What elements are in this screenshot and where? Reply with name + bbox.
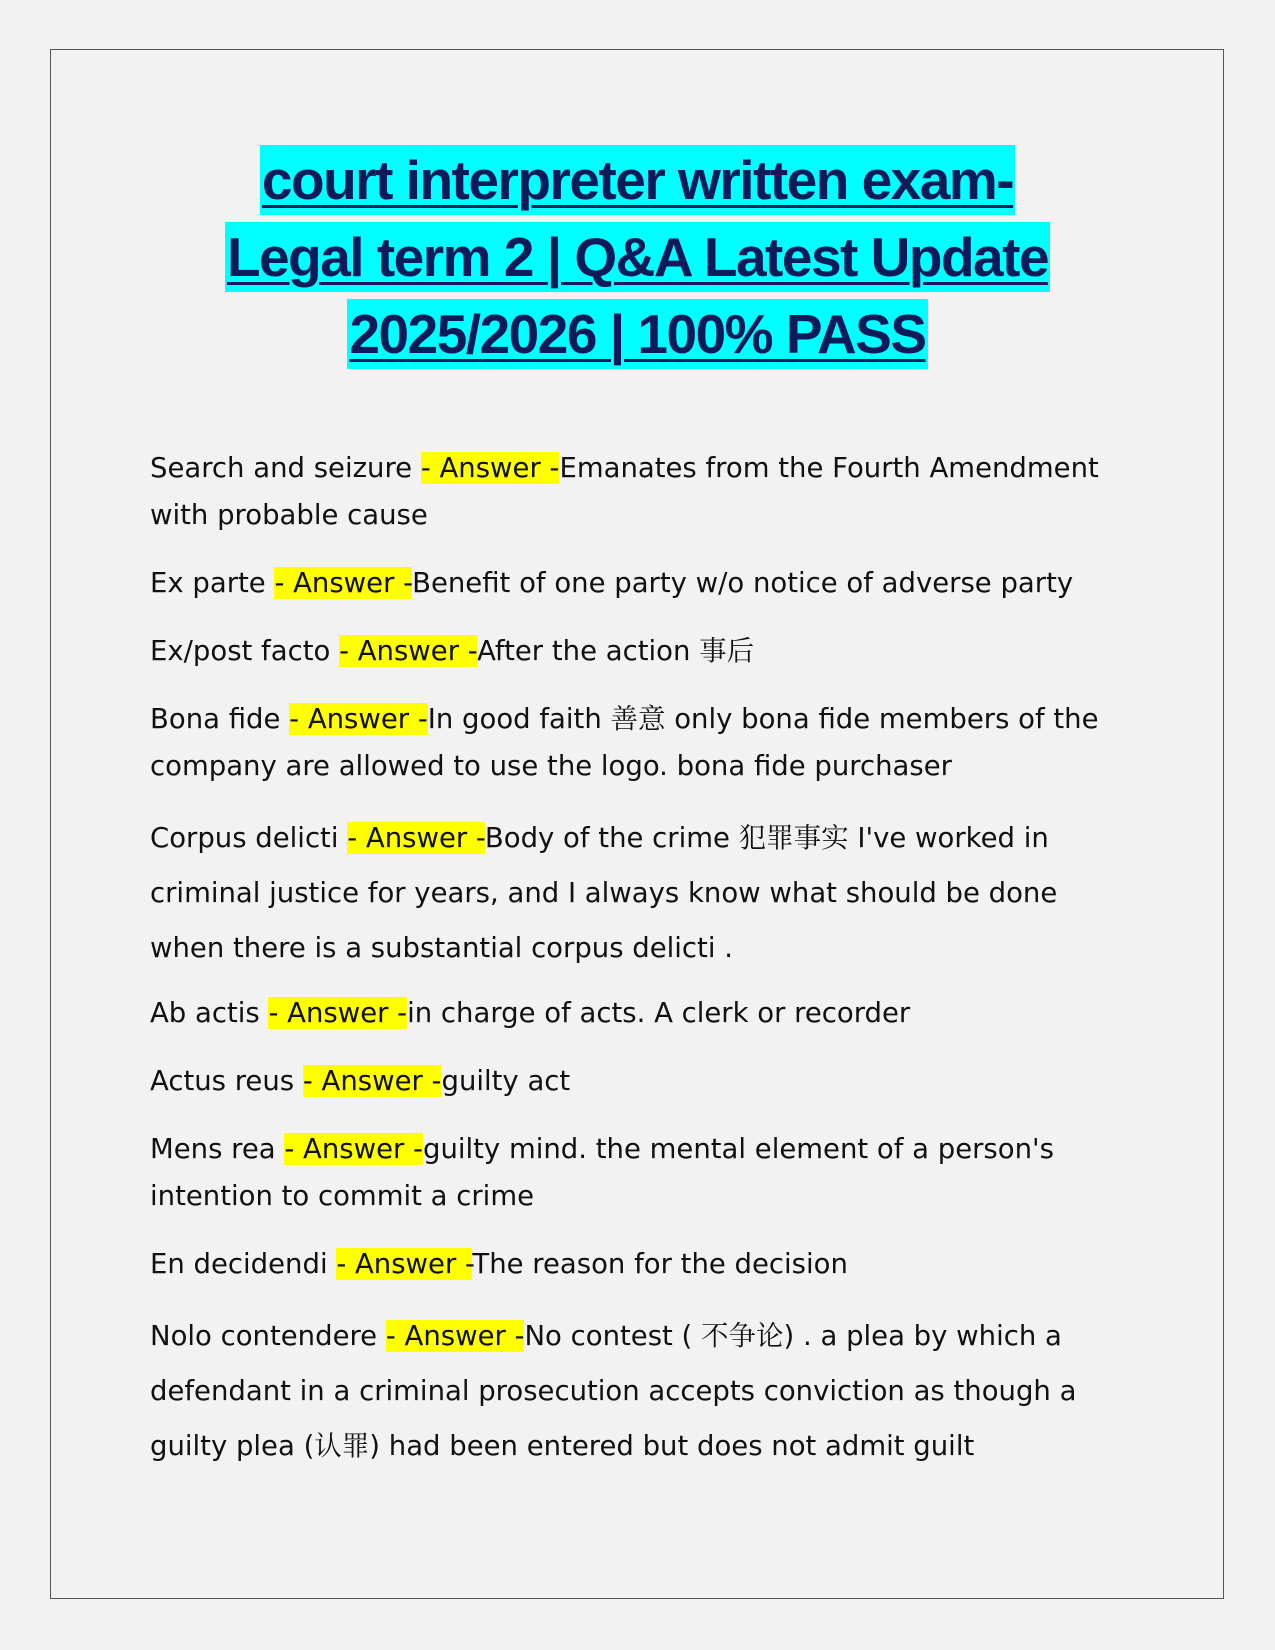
qa-definition: The reason for the decision <box>472 1248 848 1280</box>
qa-term: Ab actis <box>150 997 269 1029</box>
qa-definition: In good faith 善意 only bona fide members of the company are allowed to use the logo. bona fide purchaser <box>150 703 1099 782</box>
answer-marker: - Answer - <box>420 452 560 484</box>
qa-definition: guilty act <box>441 1065 571 1097</box>
qa-term: Actus reus <box>150 1065 303 1097</box>
qa-item <box>150 1309 1130 1474</box>
qa-term: En decidendi <box>150 1248 337 1280</box>
answer-marker: - Answer - <box>339 635 478 667</box>
qa-item <box>150 1126 1130 1220</box>
document-title <box>150 145 1125 376</box>
qa-item <box>150 445 1130 539</box>
qa-item <box>150 1058 1130 1105</box>
qa-definition: After the action 事后 <box>477 635 755 667</box>
qa-item <box>150 628 1130 675</box>
qa-definition: Emanates from the Fourth Amendment with probable cause <box>150 452 1099 531</box>
answer-marker: - Answer - <box>385 1320 525 1352</box>
answer-marker: - Answer - <box>347 822 485 854</box>
answer-marker: - Answer - <box>284 1133 423 1165</box>
qa-definition: Benefit of one party w/o notice of adverse party <box>412 567 1074 599</box>
answer-marker: - Answer - <box>268 997 408 1029</box>
qa-term: Ex parte <box>150 567 275 599</box>
qa-item <box>150 1241 1130 1288</box>
qa-item <box>150 811 1130 976</box>
title-line-3: 2025/2026 | 100% PASS <box>347 299 927 369</box>
title-line-1: court interpreter written exam- <box>260 145 1015 215</box>
qa-definition: Body of the crime 犯罪事实 I've worked in criminal justice for years, and I always know what should be done when there is a substantial corpus delicti . <box>150 822 1058 964</box>
qa-term: Mens rea <box>150 1133 285 1165</box>
qa-term: Corpus delicti <box>150 822 348 854</box>
qa-term: Nolo contendere <box>150 1320 386 1352</box>
qa-item <box>150 560 1130 607</box>
qa-term: Bona fide <box>150 703 290 735</box>
answer-marker: - Answer - <box>274 567 413 599</box>
qa-term: Search and seizure <box>150 452 421 484</box>
qa-definition: in charge of acts. A clerk or recorder <box>407 997 911 1029</box>
qa-item <box>150 990 1130 1037</box>
qa-list <box>150 445 1130 1488</box>
title-line-2: Legal term 2 | Q&A Latest Update <box>225 222 1050 292</box>
qa-item <box>150 696 1130 790</box>
answer-marker: - Answer - <box>302 1065 442 1097</box>
qa-definition: No contest ( 不争论) . a plea by which a defendant in a criminal prosecution accepts conviction as though a guilty plea (认罪) had been entered but does not admit guilt <box>150 1320 1077 1462</box>
qa-term: Ex/post facto <box>150 635 340 667</box>
answer-marker: - Answer - <box>336 1248 473 1280</box>
qa-definition: guilty mind. the mental element of a person's intention to commit a crime <box>150 1133 1054 1212</box>
answer-marker: - Answer - <box>289 703 428 735</box>
